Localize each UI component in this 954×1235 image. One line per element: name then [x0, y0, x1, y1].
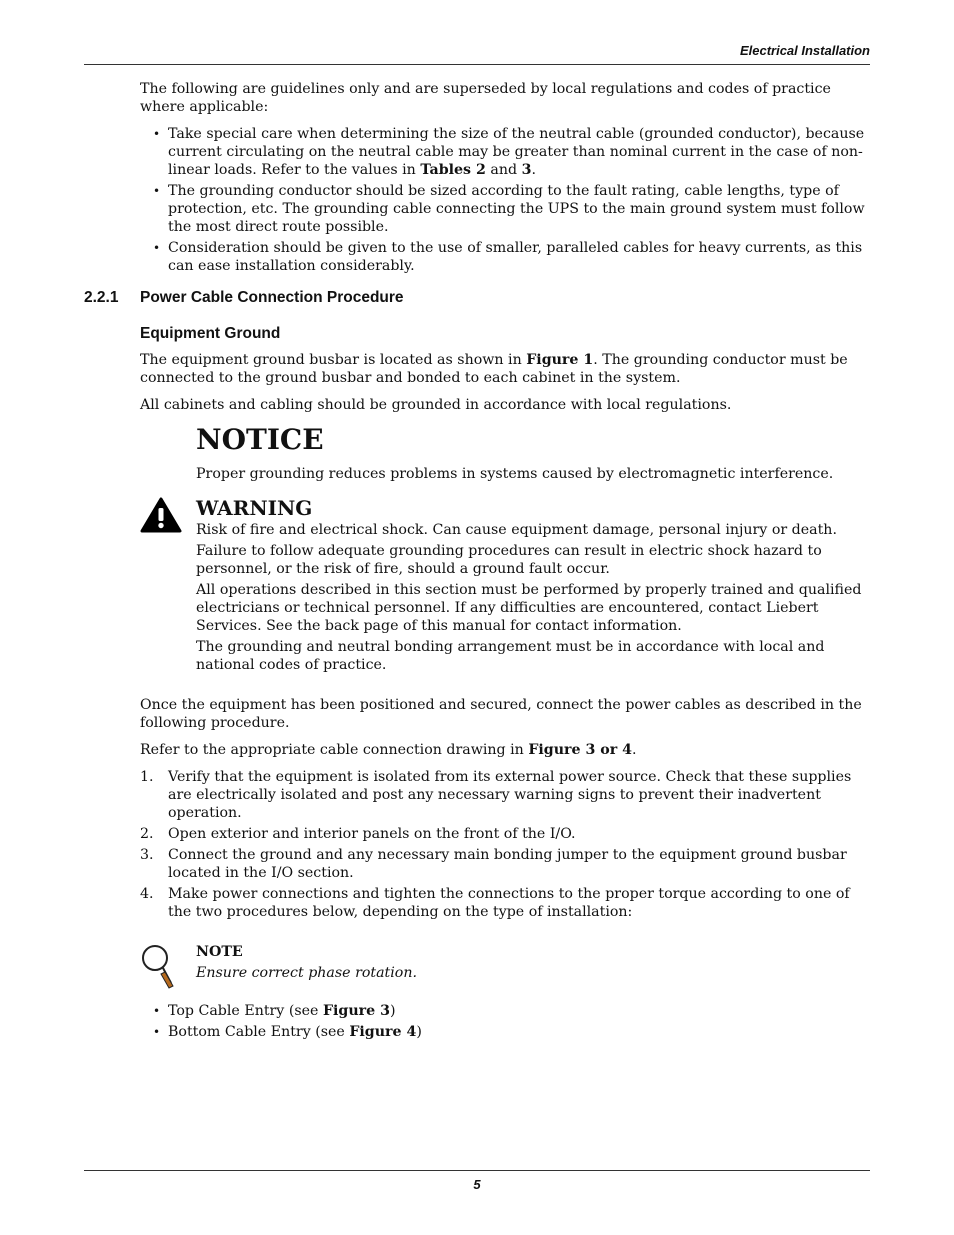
note-title: NOTE: [196, 944, 243, 960]
list-item: 4. Make power connections and tighten the connections to the proper torque according to one of the two procedures below, depending on the type of installation:: [140, 886, 850, 920]
warning-block: [196, 497, 872, 674]
page-number: 5: [473, 1177, 481, 1192]
intro-paragraph: The following are guidelines only and are superseded by local regulations and codes of practice where applicable:: [140, 81, 831, 115]
header-rule: [84, 64, 870, 65]
warning-line: All operations described in this section must be performed by properly trained and qualified electricians or technical personnel. If any difficulties are encountered, contact Liebert Services. See the back page of this manual for contact information.: [196, 582, 862, 634]
list-item: • Top Cable Entry (see Figure 3): [140, 1002, 872, 1020]
list-item: • The grounding conductor should be sized according to the fault rating, cable lengths, type of protection, etc. The grounding cable connecting the UPS to the main ground system must follow the most direct route possible.: [140, 182, 872, 236]
equipment-ground-paragraph: The equipment ground busbar is located as shown in Figure 1. The grounding conductor must be connected to the ground busbar and bonded to each cabinet in the system.: [140, 352, 848, 386]
notice-text: Proper grounding reduces problems in systems caused by electromagnetic interference.: [196, 466, 834, 482]
section-heading-wrap: [84, 289, 872, 325]
procedure-intro: Once the equipment has been positioned and secured, connect the power cables as described in the following procedure.: [140, 697, 862, 731]
subsection-heading: Equipment Ground: [140, 325, 281, 342]
running-header: Electrical Installation: [739, 43, 870, 58]
warning-triangle-icon: [140, 497, 182, 533]
magnifier-icon: [138, 943, 178, 989]
note-block: [196, 943, 872, 982]
list-item: 1. Verify that the equipment is isolated from its external power source. Check that these supplies are electrically isolated and post any necessary warning signs to prevent their inadvertent operation.: [140, 769, 852, 821]
list-item: • Consideration should be given to the use of smaller, paralleled cables for heavy currents, as this can ease installation considerably.: [140, 239, 872, 275]
warning-title: WARNING: [196, 496, 313, 520]
warning-line: Failure to follow adequate grounding procedures can result in electric shock hazard to personnel, or the risk of fire, should a ground fault occur.: [196, 543, 822, 577]
notice-block: [196, 423, 872, 483]
procedure-reference: Refer to the appropriate cable connection drawing in Figure 3 or 4.: [140, 742, 637, 758]
section-heading: 2.2.1 Power Cable Connection Procedure: [84, 289, 404, 306]
note-text: Ensure correct phase rotation.: [196, 965, 417, 981]
procedure-steps: [140, 768, 872, 921]
list-item: 3. Connect the ground and any necessary main bonding jumper to the equipment ground busbar located in the I/O section.: [140, 847, 847, 881]
list-item: 2. Open exterior and interior panels on the front of the I/O.: [140, 826, 576, 842]
notice-title: NOTICE: [196, 423, 324, 456]
warning-line: Risk of fire and electrical shock. Can cause equipment damage, personal injury or death.: [196, 522, 837, 538]
page-content: [84, 80, 872, 1044]
guideline-list: [140, 125, 872, 275]
list-item: • Take special care when determining the size of the neutral cable (grounded conductor), because current circulating on the neutral cable may be greater than nominal current in the case of non-linear loads. Refer to the values in Tables 2 and 3.: [140, 125, 872, 179]
cable-entry-list: [140, 1002, 872, 1041]
grounding-paragraph: All cabinets and cabling should be grounded in accordance with local regulations.: [140, 397, 732, 413]
list-item: • Bottom Cable Entry (see Figure 4): [140, 1023, 872, 1041]
footer-rule: [84, 1170, 870, 1171]
warning-line: The grounding and neutral bonding arrangement must be in accordance with local and national codes of practice.: [196, 639, 825, 673]
